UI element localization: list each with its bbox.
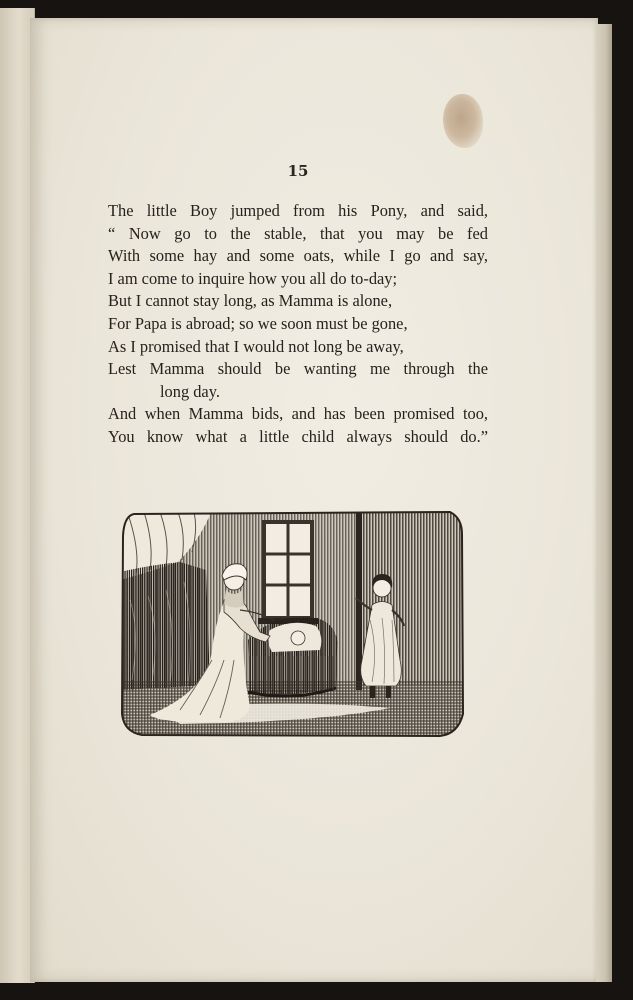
poem-line: And when Mamma bids, and has been promised too, [108,404,488,424]
poem-line: For Papa is abroad; so we soon must be gone, [108,313,408,333]
poem-line: With some hay and some oats, while I go and say, [108,246,488,266]
page-number: 15 [287,162,309,180]
poem-text [108,200,488,449]
poem-line: You know what a little child always should do.” [108,426,488,446]
woodcut-illustration [120,510,464,738]
poem-line: But I cannot stay long, as Mamma is alone, [108,291,393,311]
poem-line: I am come to inquire how you all do to-day; [108,268,398,288]
page-block-edge [596,24,612,982]
poem-line: As I promised that I would not long be away, [108,336,404,356]
poem-line: “ Now go to the stable, that you may be fed [108,223,488,243]
foxing-stain [443,94,483,148]
poem-line-continuation: long day. [160,381,220,401]
poem-line: Lest Mamma should be wanting me through the [108,359,488,379]
poem-line: The little Boy jumped from his Pony, and said, [108,201,488,220]
